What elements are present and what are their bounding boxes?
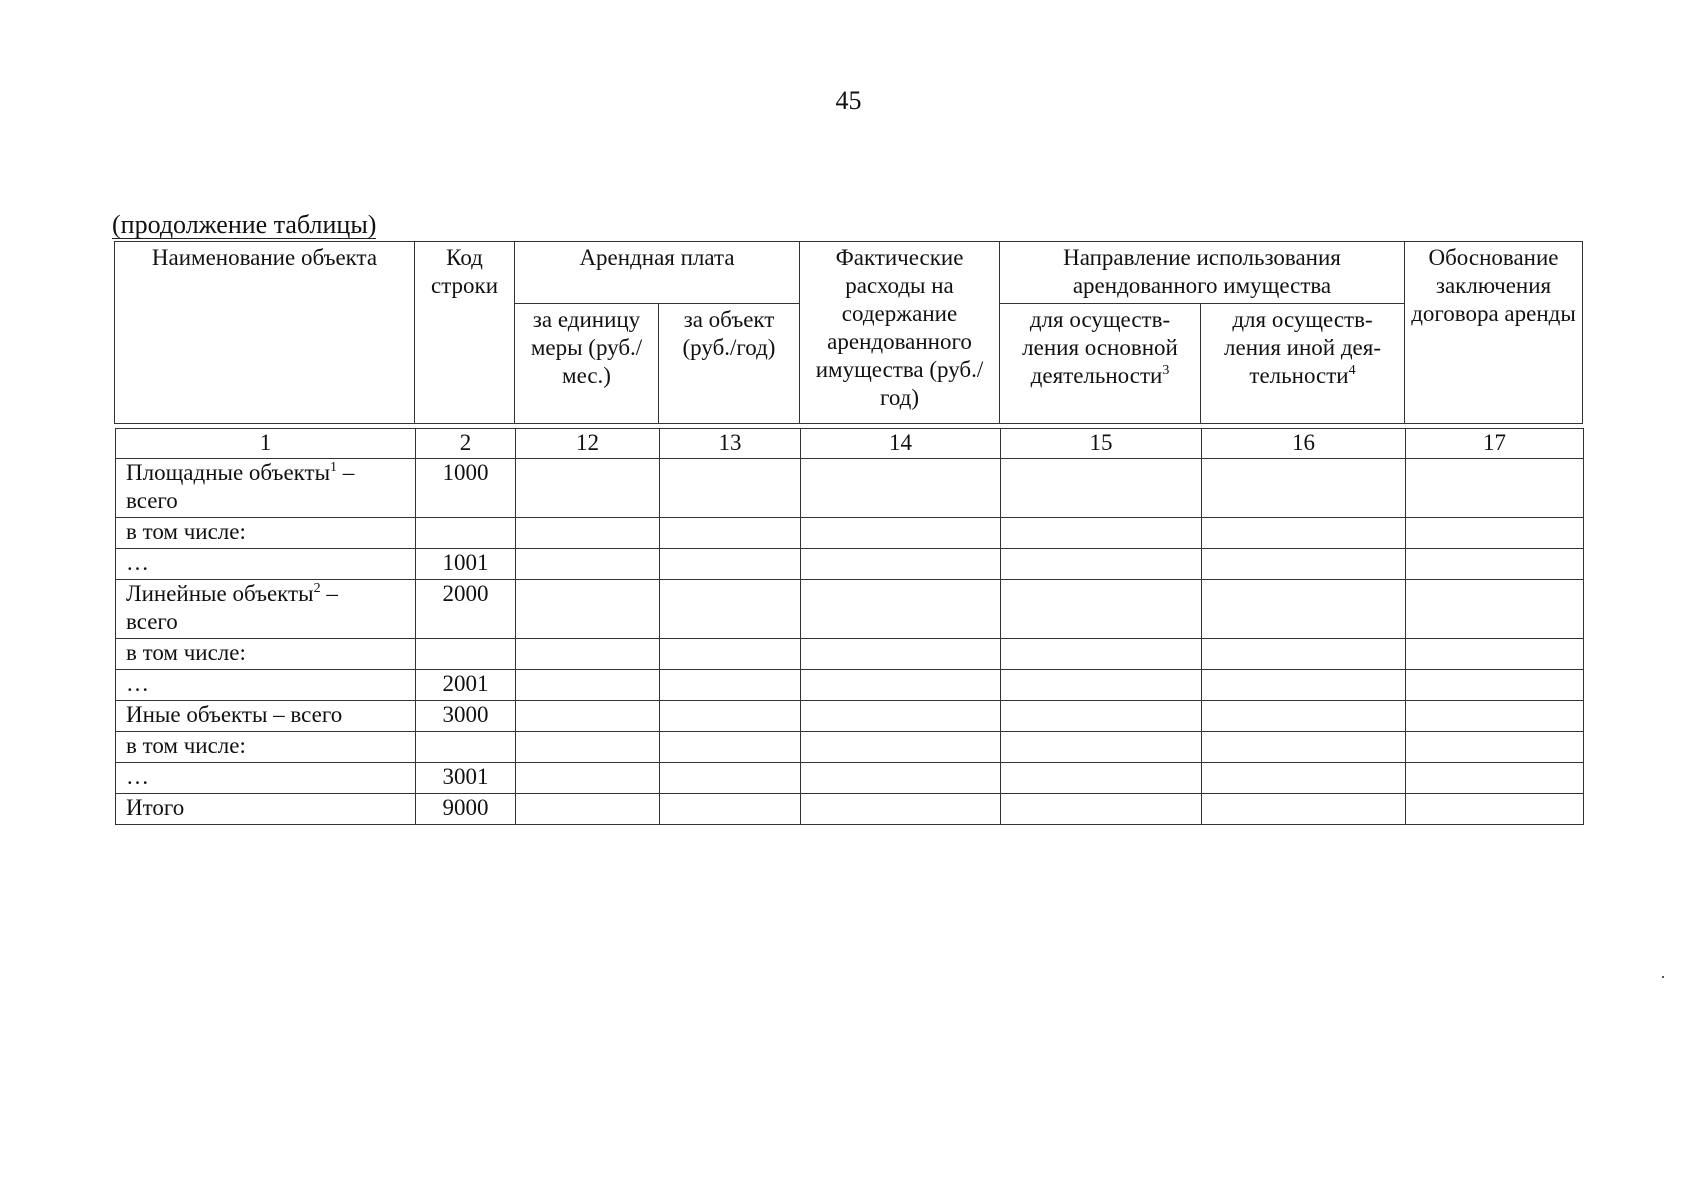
empty-cell (1202, 459, 1406, 518)
empty-cell (516, 670, 660, 701)
empty-cell (1406, 549, 1584, 580)
empty-cell (660, 732, 801, 763)
header-rent: Арендная плата (515, 242, 800, 304)
table-row (116, 670, 1584, 701)
row-code: 3001 (416, 763, 516, 794)
row-code: 1000 (416, 459, 516, 518)
empty-cell (660, 518, 801, 549)
empty-cell (516, 763, 660, 794)
row-name: Иные объекты – всего (116, 701, 416, 732)
empty-cell (1406, 732, 1584, 763)
empty-cell (516, 549, 660, 580)
empty-cell (516, 459, 660, 518)
empty-cell (801, 763, 1001, 794)
empty-cell (1202, 518, 1406, 549)
header-code: Код строки (415, 242, 515, 424)
row-code: 3000 (416, 701, 516, 732)
empty-cell (660, 794, 801, 825)
column-numbers-row (116, 429, 1584, 459)
empty-cell (660, 670, 801, 701)
empty-cell (516, 518, 660, 549)
empty-cell (660, 701, 801, 732)
empty-cell (1001, 580, 1202, 639)
column-number: 15 (1001, 429, 1202, 459)
column-number: 2 (416, 429, 516, 459)
row-code: 2001 (416, 670, 516, 701)
table-row (116, 639, 1584, 670)
empty-cell (1001, 701, 1202, 732)
header-direction-other: для осуществ-ления иной дея-тельности$^4$ (1201, 304, 1405, 424)
empty-cell (660, 763, 801, 794)
table-row (116, 549, 1584, 580)
table-header (114, 241, 1583, 424)
empty-cell (801, 549, 1001, 580)
empty-cell (516, 580, 660, 639)
page-number: 45 (835, 86, 862, 115)
empty-cell (1202, 732, 1406, 763)
column-number: 1 (116, 429, 416, 459)
empty-cell (801, 794, 1001, 825)
table-row (116, 518, 1584, 549)
empty-cell (1202, 763, 1406, 794)
row-name: в том числе: (116, 639, 416, 670)
header-rent-unit: за единицу меры (руб./мес.) (515, 304, 659, 424)
empty-cell (801, 701, 1001, 732)
header-rent-object: за объект (руб./год) (659, 304, 800, 424)
row-code (416, 732, 516, 763)
empty-cell (1001, 549, 1202, 580)
empty-cell (1001, 763, 1202, 794)
row-name: в том числе: (116, 518, 416, 549)
empty-cell (660, 549, 801, 580)
empty-cell (1001, 639, 1202, 670)
empty-cell (660, 580, 801, 639)
empty-cell (1001, 794, 1202, 825)
header-justification: Обоснование заключения договора аренды (1405, 242, 1583, 424)
empty-cell (1202, 670, 1406, 701)
row-name: … (116, 549, 416, 580)
empty-cell (660, 639, 801, 670)
empty-cell (1001, 670, 1202, 701)
empty-cell (1406, 639, 1584, 670)
row-name: в том числе: (116, 732, 416, 763)
table-continuation-caption: (продолжение таблицы) (112, 210, 377, 239)
empty-cell (1406, 459, 1584, 518)
row-code: 1001 (416, 549, 516, 580)
empty-cell (516, 639, 660, 670)
row-code: 9000 (416, 794, 516, 825)
column-number: 16 (1202, 429, 1406, 459)
table-row (116, 732, 1584, 763)
table-row (116, 701, 1584, 732)
row-name: … (116, 670, 416, 701)
column-number: 13 (660, 429, 801, 459)
row-name: Площадные объекты$^1$ – всего (116, 459, 416, 518)
row-name: Линейные объекты$^2$ – всего (116, 580, 416, 639)
header-direction-main: для осуществ-ления основной деятельности$^3$ (1000, 304, 1201, 424)
empty-cell (801, 639, 1001, 670)
column-number: 12 (516, 429, 660, 459)
empty-cell (516, 732, 660, 763)
table-row-total (116, 794, 1584, 825)
empty-cell (801, 670, 1001, 701)
empty-cell (1001, 518, 1202, 549)
empty-cell (1406, 580, 1584, 639)
row-code (416, 518, 516, 549)
empty-cell (660, 459, 801, 518)
column-number: 14 (801, 429, 1001, 459)
scan-speck (1662, 976, 1664, 978)
header-expenses: Фактические расходы на содержание арендованного имущества (руб./год) (800, 242, 1000, 424)
header-name: Наименование объекта (115, 242, 415, 424)
table-row (116, 459, 1584, 518)
table-row (116, 763, 1584, 794)
empty-cell (801, 459, 1001, 518)
row-name: … (116, 763, 416, 794)
empty-cell (1406, 518, 1584, 549)
empty-cell (1202, 580, 1406, 639)
header-direction: Направление использования арендованного имущества (1000, 242, 1405, 304)
row-name: Итого (116, 794, 416, 825)
row-code: 2000 (416, 580, 516, 639)
table-row (116, 580, 1584, 639)
table-body (115, 428, 1584, 825)
empty-cell (1202, 639, 1406, 670)
empty-cell (1406, 794, 1584, 825)
empty-cell (1001, 459, 1202, 518)
empty-cell (801, 518, 1001, 549)
empty-cell (1406, 701, 1584, 732)
empty-cell (1202, 794, 1406, 825)
empty-cell (1202, 701, 1406, 732)
empty-cell (1202, 549, 1406, 580)
empty-cell (516, 701, 660, 732)
empty-cell (801, 580, 1001, 639)
empty-cell (1001, 732, 1202, 763)
empty-cell (1406, 670, 1584, 701)
row-code (416, 639, 516, 670)
empty-cell (516, 794, 660, 825)
empty-cell (1406, 763, 1584, 794)
column-number: 17 (1406, 429, 1584, 459)
empty-cell (801, 732, 1001, 763)
